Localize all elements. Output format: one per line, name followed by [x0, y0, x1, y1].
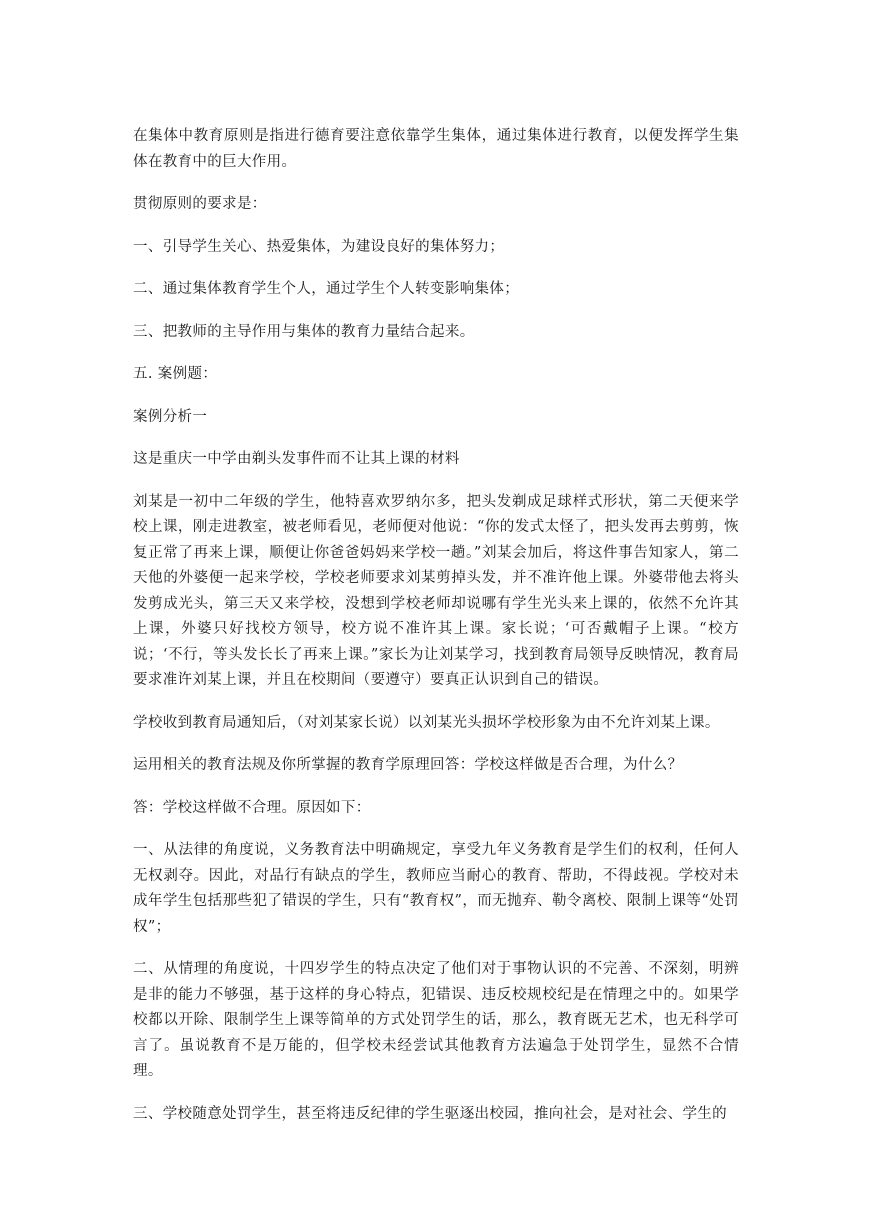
requirement-item-2: 二、通过集体教育学生个人，通过学生个人转变影响集体；: [133, 281, 520, 297]
case-story-paragraph: 刘某是一初中二年级的学生，他特喜欢罗纳尔多，把头发剃成足球样式形状，第二天便来学校上课，刚走进教室，被老师看见，老师便对他说：“你的发式太怪了，把头发再去剪剪，恢复正常了再来上课，顺便让你爸爸妈妈来学校一趟。”刘某会加后，将这件事告知家人，第二天他的外婆便一起来学校，学校老师要求刘某剪掉头发，并不准许他上课。外婆带他去将头发剪成光头，第三天又来学校，没想到学校老师却说哪有学生光头来上课的，依然不允许其上课，外婆只好找校方领导，校方说不准许其上课。家长说；‘可否戴帽子上课。“校方说；‘不行，等头发长长了再来上课。”家长为让刘某学习，找到教育局领导反映情况，教育局要求准许刘某上课，并且在校期间（要遵守）要真正认识到自己的错误。: [133, 493, 739, 688]
requirement-item-3: 三、把教师的主导作用与集体的教育力量结合起来。: [133, 323, 475, 340]
answer-point-1: 一、从法律的角度说，义务教育法中明确规定，享受九年义务教育是学生们的权利，任何人无权剥夺。因此，对品行有缺点的学生，教师应当耐心的教育、帮助，不得歧视。学校对未成年学生包括那些犯了错误的学生，只有“教育权”，而无抛弃、勒令离校、限制上课等“处罚权”；: [133, 842, 739, 935]
requirements-heading: 贯彻原则的要求是：: [133, 196, 267, 212]
case-intro-line: 这是重庆一中学由剃头发事件而不让其上课的材料: [133, 451, 460, 467]
intro-paragraph: 在集体中教育原则是指进行德育要注意依靠学生集体，通过集体进行教育，以便发挥学生集体在教育中的巨大作用。: [133, 128, 739, 170]
answer-intro: 答：学校这样做不合理。原因如下：: [133, 799, 371, 816]
question-paragraph: 运用相关的教育法规及你所掌握的教育学原理回答：学校这样做是否合理，为什么？: [133, 757, 683, 773]
requirement-item-1: 一、引导学生关心、热爱集体，为建设良好的集体努力；: [133, 238, 505, 255]
answer-point-3: 三、学校随意处罚学生，甚至将违反纪律的学生驱逐出校园，推向社会，是对社会、学生的: [133, 1105, 727, 1122]
school-response-paragraph: 学校收到教育局通知后，（对刘某家长说）以刘某光头损坏学校形象为由不允许刘某上课。: [133, 714, 720, 731]
section-heading-case-questions: 五. 案例题：: [133, 366, 218, 382]
answer-point-2: 二、从情理的角度说，十四岁学生的特点决定了他们对于事物认识的不完善、不深刻，明辨是非的能力不够强，基于这样的身心特点，犯错误、违反校规校纪是在情理之中的。如果学校都以开除、限制学生上课等简单的方式处罚学生的话，那么，教育既无艺术，也无科学可言了。虽说教育不是万能的，但学校未经尝试其他教育方法遍急于处罚学生，显然不合情理。: [133, 961, 739, 1079]
document-page: [133, 124, 739, 1144]
case-analysis-title: 案例分析一: [133, 408, 208, 425]
